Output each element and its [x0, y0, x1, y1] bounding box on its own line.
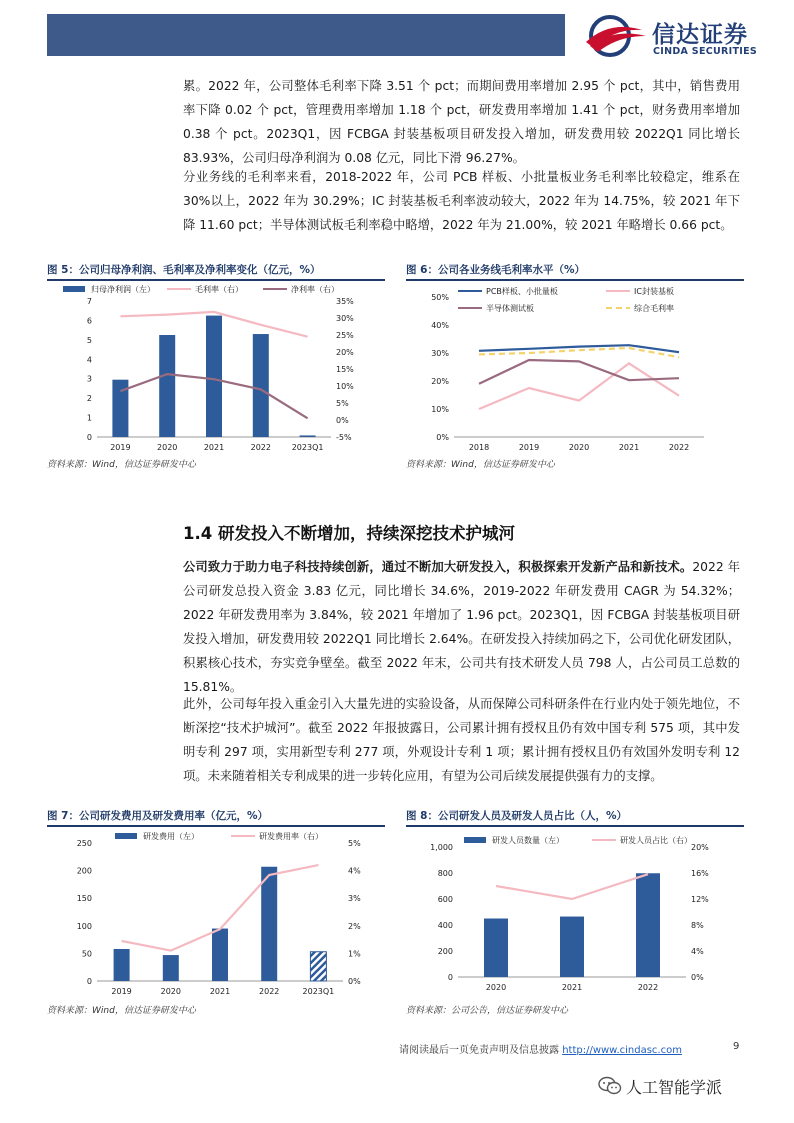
- x-tick-label: 2021: [209, 987, 231, 996]
- y-tick-left: 0: [86, 977, 92, 986]
- fig8-rule: [406, 825, 744, 827]
- x-tick-label: 2023Q1: [302, 987, 335, 996]
- y-tick-right: 0%: [691, 973, 704, 982]
- x-tick-label: 2018: [468, 443, 490, 452]
- legend-label: PCB样板、小批量板: [486, 287, 558, 296]
- y-tick-left: 3: [86, 374, 92, 384]
- x-tick-label: 2022: [637, 983, 659, 992]
- legend-label: 归母净利润（左）: [91, 285, 155, 294]
- y-tick-left: 1: [86, 413, 92, 423]
- bar-2023Q1: [300, 435, 316, 437]
- fig6-title: 图 6：公司各业务线毛利率水平（%）: [406, 264, 585, 276]
- bar-2021: [560, 917, 584, 977]
- y-tick: 40%: [431, 321, 449, 330]
- logo-text-en: CINDA SECURITIES: [653, 46, 758, 57]
- fig8-source: 资料来源：公司公告，信达证券研发中心: [406, 1006, 569, 1016]
- paragraph-patents: 此外，公司每年投入重金引入大量先进的实验设备，从而保障公司科研条件在行业内处于领先地位，不断深挖“技术护城河”。截至 2022 年报披露日，公司累计拥有授权且仍有效中国专利 575 项，其中发明专利 297 项，实用新型专利 277 项，外观设计专利 1 项；累计拥有授权且仍有效国外发明专利 12 项。未来随着相关专利成果的进一步转化应用，有望为公司后续发展提供强有力的支撑。: [183, 697, 740, 783]
- y-tick-right: 8%: [691, 921, 704, 930]
- y-tick-left: 6: [86, 316, 92, 326]
- y-tick-right: 1%: [348, 949, 361, 959]
- x-tick-label: 2020: [157, 443, 178, 452]
- fig7-title: 图 7：公司研发费用及研发费用率（亿元，%）: [47, 810, 268, 822]
- y-tick-right: 16%: [691, 869, 709, 878]
- y-tick-right: 2%: [348, 921, 361, 931]
- x-tick-label: 2019: [110, 443, 131, 452]
- y-tick-right: 12%: [691, 895, 709, 904]
- x-tick-label: 2021: [561, 983, 583, 992]
- x-tick-label: 2020: [568, 443, 590, 452]
- y-tick-left: 0: [447, 973, 453, 982]
- y-tick-left: 100: [76, 921, 92, 931]
- y-tick-left: 200: [76, 866, 92, 876]
- y-tick-right: 25%: [336, 331, 354, 340]
- fig8-chart: [406, 829, 746, 1005]
- y-tick-left: 2: [86, 394, 92, 404]
- y-tick-left: 150: [76, 894, 92, 904]
- y-tick: 10%: [431, 405, 449, 414]
- series-line-半导体测试板: [479, 360, 679, 384]
- section-heading: 1.4 研发投入不断增加，持续深挖技术护城河: [183, 524, 515, 543]
- y-tick-left: 800: [437, 869, 453, 878]
- header-band: [47, 14, 565, 56]
- bar-2021: [206, 316, 222, 437]
- bar-2020: [159, 335, 175, 437]
- y-tick-right: 3%: [348, 894, 361, 904]
- y-tick-left: 200: [437, 947, 453, 956]
- legend-label: 研发费用（左）: [143, 832, 199, 841]
- legend-label: 综合毛利率: [634, 304, 674, 313]
- paragraph-rd-rest: 2022 年公司研发总投入资金 3.83 亿元，同比增长 34.6%，2019-2022 年研发费用 CAGR 为 54.32%；2022 年研发费用率为 3.84%，较 2021 年增加了 1.96 pct。2023Q1，因 FCBGA 封装基板项目研发投入增加，研发费用较 2022Q1 同比增长 2.64%。在研发投入持续加码之下，公司优化研发团队，积累核心技术，夯实竞争壁垒。截至 2022 年末，公司共有技术研发人员 798 人，占公司员工总数的 15.81%。: [183, 560, 740, 694]
- y-tick-right: -5%: [336, 433, 352, 442]
- y-tick-left: 50: [81, 949, 92, 959]
- paragraph-rd-investment: [183, 555, 740, 699]
- fig7-rule: [47, 825, 385, 827]
- watermark-text: 人工智能学派: [626, 1078, 723, 1097]
- fig6-rule: [406, 279, 744, 281]
- wechat-icon: [598, 1076, 622, 1096]
- fig6-source: 资料来源：Wind，信达证券研发中心: [406, 460, 555, 470]
- x-tick-label: 2019: [111, 987, 132, 996]
- legend-label: 半导体测试板: [486, 304, 534, 313]
- series-line-研发人员占比（右）: [496, 874, 648, 899]
- footer-url-link[interactable]: http://www.cindasc.com: [562, 1045, 682, 1056]
- x-tick-label: 2020: [160, 987, 181, 996]
- x-tick-label: 2023Q1: [291, 443, 324, 452]
- bar-2019: [114, 949, 130, 981]
- y-tick-right: 30%: [336, 314, 354, 323]
- fig5-rule: [47, 279, 385, 281]
- y-tick-right: 4%: [691, 947, 704, 956]
- y-tick-right: 10%: [336, 382, 354, 391]
- footer-disclaimer: 请阅读最后一页免责声明及信息披露: [399, 1045, 559, 1056]
- fig5-chart: [47, 283, 387, 459]
- y-tick-right: 20%: [691, 843, 709, 852]
- y-tick-left: 1,000: [430, 843, 453, 852]
- fig8-title: 图 8：公司研发人员及研发人员占比（人，%）: [406, 810, 627, 822]
- y-tick-right: 0%: [348, 977, 361, 986]
- y-tick: 0%: [436, 433, 449, 442]
- y-tick-left: 5: [86, 335, 92, 345]
- fig5-title: 图 5：公司归母净利润、毛利率及净利率变化（亿元，%）: [47, 264, 321, 276]
- y-tick-right: 5%: [336, 399, 349, 408]
- x-tick-label: 2021: [618, 443, 640, 452]
- y-tick-left: 0: [86, 433, 92, 442]
- y-tick-right: 4%: [348, 866, 361, 876]
- y-tick-right: 20%: [336, 348, 354, 357]
- cinda-logo: [580, 14, 780, 58]
- y-tick: 30%: [431, 349, 449, 358]
- y-tick-right: 35%: [336, 297, 354, 306]
- y-tick: 20%: [431, 377, 449, 386]
- y-tick-right: 5%: [348, 839, 361, 848]
- bar-2023Q1: [310, 952, 326, 981]
- bar-2022: [636, 873, 660, 977]
- fig7-chart: [47, 829, 387, 1005]
- x-tick-label: 2022: [668, 443, 690, 452]
- x-tick-label: 2020: [485, 983, 507, 992]
- legend-label: 研发人员占比（右）: [620, 836, 692, 845]
- legend-label: 研发费用率（右）: [259, 832, 323, 841]
- legend-swatch: [115, 833, 137, 839]
- paragraph-margin-summary: 累。2022 年，公司整体毛利率下降 3.51 个 pct；而期间费用率增加 2.95 个 pct，其中，销售费用率下降 0.02 个 pct，管理费用率增加 1.18 个 pct，研发费用率增加 1.41 个 pct，财务费用率增加 0.38 个 pct。2023Q1，因 FCBGA 封装基板项目研发投入增加，研发费用较 2022Q1 同比增长 83.93%，公司归母净利润为 0.08 亿元，同比下滑 96.27%。: [183, 79, 740, 165]
- y-tick-left: 250: [76, 839, 92, 848]
- x-tick-label: 2021: [203, 443, 225, 452]
- y-tick-right: 15%: [336, 365, 354, 374]
- y-tick-left: 7: [86, 297, 92, 306]
- fig7-source: 资料来源：Wind，信达证券研发中心: [47, 1006, 196, 1016]
- footer: [399, 1041, 682, 1056]
- y-tick-left: 400: [437, 921, 453, 930]
- legend-label: 净利率（右）: [291, 285, 339, 294]
- cinda-logo-icon: [580, 14, 650, 58]
- x-tick-label: 2022: [259, 987, 280, 996]
- y-tick-left: 4: [86, 355, 92, 365]
- bar-2021: [212, 929, 228, 981]
- fig6-chart: [406, 283, 746, 459]
- fig5-source: 资料来源：Wind，信达证券研发中心: [47, 460, 196, 470]
- legend-swatch: [464, 837, 486, 843]
- legend-label: IC封装基板: [634, 287, 674, 296]
- legend-swatch: [63, 286, 85, 292]
- y-tick-right: 0%: [336, 416, 349, 425]
- logo-text-cn: 信达证券: [652, 22, 748, 48]
- bar-2022: [253, 334, 269, 437]
- y-tick-left: 600: [437, 895, 453, 904]
- legend-label: 毛利率（右）: [195, 285, 243, 294]
- bar-2020: [484, 919, 508, 978]
- page-number: 9: [733, 1041, 740, 1052]
- y-tick: 50%: [431, 293, 449, 302]
- bar-2020: [163, 955, 179, 981]
- paragraph-rd-lead: 公司致力于助力电子科技持续创新，通过不断加大研发投入，积极探索开发新产品和新技术。: [183, 560, 693, 574]
- x-tick-label: 2022: [250, 443, 271, 452]
- x-tick-label: 2019: [518, 443, 540, 452]
- paragraph-segment-margin: 分业务线的毛利率来看，2018-2022 年，公司 PCB 样板、小批量板业务毛利率比较稳定，维系在 30%以上，2022 年为 30.29%；IC 封装基板毛利率波动较大，2022 年为 14.75%，较 2021 年下降 11.60 pct；半导体测试板毛利率稳中略增，2022 年为 21.00%，较 2021 年略增长 0.66 pct。: [183, 170, 740, 232]
- bar-2022: [261, 867, 277, 981]
- legend-label: 研发人员数量（左）: [492, 836, 564, 845]
